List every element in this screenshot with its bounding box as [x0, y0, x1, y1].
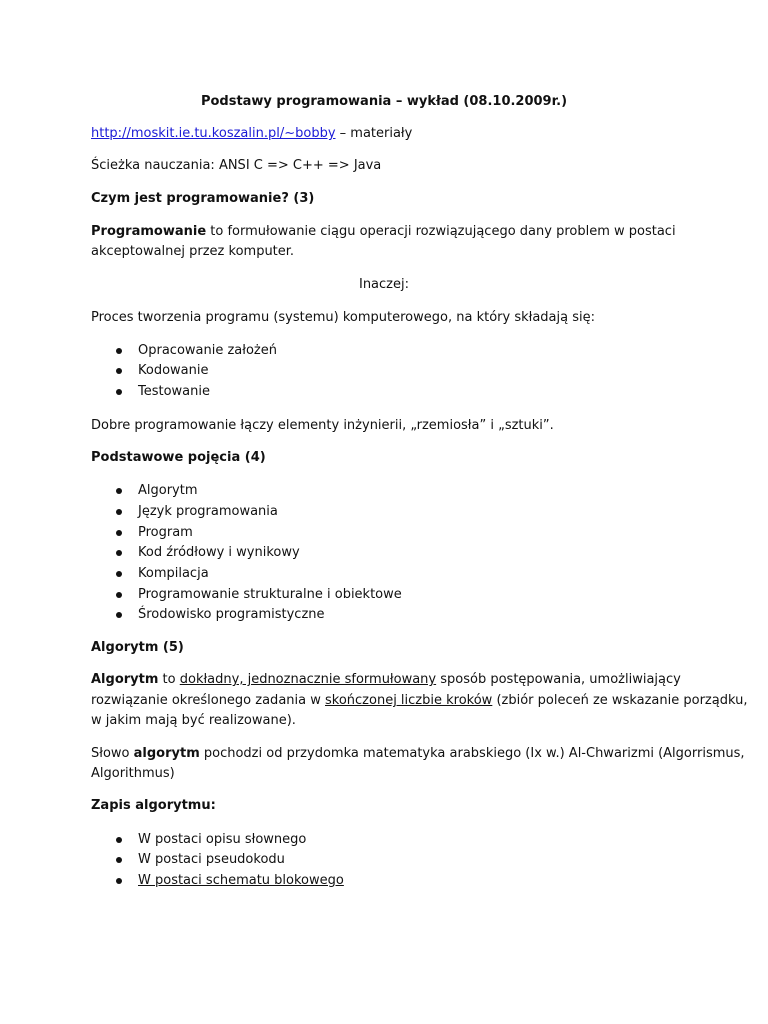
materials-link[interactable]: http://moskit.ie.tu.koszalin.pl/~bobby: [91, 126, 336, 141]
bullet-icon: [116, 571, 122, 577]
bullet-icon: [116, 368, 122, 374]
bullet-icon: [116, 389, 122, 395]
bullet-icon: [116, 878, 122, 884]
algorithm-definition-line-3: w jakim mają być realizowane).: [91, 713, 296, 728]
list-item: Kompilacja: [138, 566, 209, 581]
algorithm-definition-line-1: [91, 672, 681, 688]
bullet-icon: [116, 530, 122, 536]
bullet-icon: [116, 550, 122, 556]
document-title: Podstawy programowania – wykład (08.10.2009r.): [200, 94, 568, 109]
algorithm-origin-line-2: Algorithmus): [91, 766, 175, 781]
section-heading-programming: Czym jest programowanie? (3): [91, 191, 315, 206]
list-item: Kod źródłowy i wynikowy: [138, 545, 300, 560]
algorithm-text: to: [158, 672, 180, 687]
otherwise-label: Inaczej:: [358, 277, 409, 292]
programming-definition-line-2: akceptowalnej przez komputer.: [91, 244, 295, 259]
list-item: Program: [138, 525, 193, 540]
section-heading-algorithm-notation: Zapis algorytmu:: [91, 798, 216, 813]
list-item: Testowanie: [138, 384, 211, 399]
section-heading-algorithm: Algorytm (5): [91, 640, 184, 655]
algorithm-underlined-phrase: dokładny, jednoznacznie sformułowany: [179, 672, 437, 687]
list-item: Język programowania: [138, 504, 278, 519]
bullet-icon: [116, 837, 122, 843]
bullet-icon: [116, 592, 122, 598]
learning-path: Ścieżka nauczania: ANSI C => C++ => Java: [91, 158, 382, 173]
bullet-icon: [116, 488, 122, 494]
list-item: Środowisko programistyczne: [138, 607, 325, 622]
list-item: Programowanie strukturalne i obiektowe: [138, 587, 402, 602]
bullet-icon: [116, 348, 122, 354]
algorithm-term: Algorytm: [91, 672, 159, 687]
list-item: Kodowanie: [138, 363, 209, 378]
algorithm-text: sposób postępowania, umożliwiający: [436, 672, 681, 687]
list-item: Algorytm: [138, 483, 198, 498]
algorithm-origin-line-1: [91, 746, 745, 762]
algorithm-underlined-phrase: skończonej liczbie kroków: [325, 693, 493, 708]
bullet-icon: [116, 509, 122, 515]
algorithm-origin-text: pochodzi od przydomka matematyka arabskiego (Ix w.) Al-Chwarizmi (Algorrismus,: [199, 746, 745, 761]
bullet-icon: [116, 612, 122, 618]
list-item: W postaci pseudokodu: [138, 852, 285, 867]
list-item: W postaci schematu blokowego: [138, 873, 344, 888]
algorithm-definition-line-2: [91, 693, 747, 709]
programming-term: Programowanie: [91, 224, 207, 239]
algorithm-text: (zbiór poleceń ze wskazanie porządku,: [492, 693, 748, 708]
programming-definition-text: to formułowanie ciągu operacji rozwiązującego dany problem w postaci: [206, 224, 676, 239]
bullet-icon: [116, 857, 122, 863]
algorithm-origin-text: Słowo: [91, 746, 134, 761]
algorithm-text: rozwiązanie określonego zadania w: [91, 693, 325, 708]
programming-closing: Dobre programowanie łączy elementy inżynierii, „rzemiosła” i „sztuki”.: [91, 418, 554, 433]
algorithm-word: algorytm: [133, 746, 200, 761]
materials-line: [91, 126, 412, 142]
list-item: W postaci opisu słownego: [138, 832, 307, 847]
materials-suffix: – materiały: [335, 126, 413, 141]
programming-definition-line-1: [91, 224, 676, 240]
list-item: Opracowanie założeń: [138, 343, 277, 358]
section-heading-basic-concepts: Podstawowe pojęcia (4): [91, 450, 266, 465]
process-intro: Proces tworzenia programu (systemu) komputerowego, na który składają się:: [91, 310, 595, 325]
